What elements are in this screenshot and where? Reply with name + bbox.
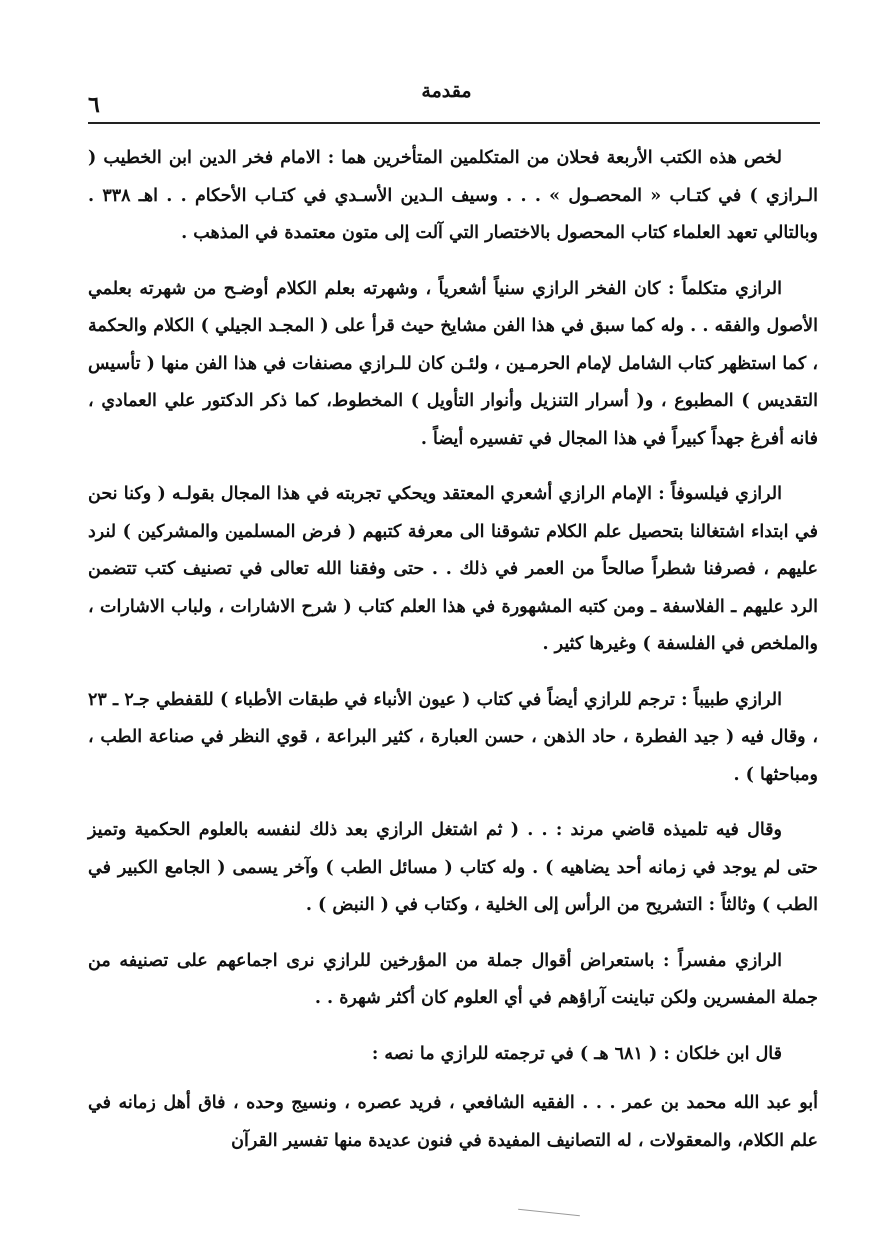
page-number: ٦ [88, 92, 100, 118]
paragraph-razi-physician: الرازي طبيباً : ترجم للرازي أيضاً في كتاب ( عيون الأنباء في طبقات الأطباء ) للقفطي جـ٢ ـ ٢٣ ، وقال فيه ( جيد الفطرة ، حاد الذهن ، حسن العبارة ، كثير البراعة ، قوي النظر في صناعة الطب ، ومباحثها ) . [88, 689, 818, 785]
paragraph-razi-philosopher: الرازي فيلسوفاً : الإمام الرازي أشعري المعتقد ويحكي تجربته في هذا المجال بقولـه ( وكنا نحن في ابتداء اشتغالنا بتحصيل علم الكلام تشوقنا الى معرفة كتبهم ( فرض المسلمين والمشركين ) لنرد عليهم ، فصرفنا شطراً صالحاً من العمر في ذلك . . حتى وفقنا الله تعالى في تصنيف كتب تتضمن الرد عليهم ـ الفلاسفة ـ ومن كتبه المشهورة في هذا العلم كتاب ( شرح الاشارات ، ولباب الاشارات ، والملخص في الفلسفة ) وغيرها كثير . [88, 484, 818, 654]
paragraph-razi-theologian: الرازي متكلماً : كان الفخر الرازي سنياً أشعرياً ، وشهرته بعلم الكلام أوضـح من شهرته بعلمي الأصول والفقه . . وله كما سبق في هذا الفن مشايخ حيث قرأ على ( المجـد الجيلي ) الكلام والحكمة ، كما استظهر كتاب الشامل لإمام الحرمـين ، ولئـن كان للـرازي مصنفات في هذا الفن منها ( تأسيس التقديس ) المطبوع ، و( أسرار التنزيل وأنوار التأويل ) المخطوط، كما ذكر الدكتور علي العمادي ، فانه أفرغ جهداً كبيراً في هذا المجال في تفسيره أيضاً . [88, 278, 818, 449]
page-header-title: مقدمة [421, 80, 472, 102]
scan-smudge [518, 1209, 580, 1216]
paragraph-ibn-khallikan: قال ابن خلكان : ( ٦٨١ هـ ) في ترجمته للرازي ما نصه : [371, 1043, 782, 1064]
paragraph-razi-exegete: الرازي مفسراً : باستعراض أقوال جملة من المؤرخين للرازي نرى اجماعهم على تصنيفه من جملة المفسرين ولكن تباينت آراؤهم في أي العلوم كان أكثر شهرة . . [88, 950, 818, 1008]
header-divider [88, 122, 820, 124]
paragraph-biography-quote: أبو عبد الله محمد بن عمر . . . الفقيه الشافعي ، فريد عصره ، ونسيج وحده ، فاق أهل زمانه في علم الكلام، والمعقولات ، له التصانيف المفيدة في فنون عديدة منها تفسير القرآن [88, 1093, 818, 1151]
paragraph-summary: لخص هذه الكتب الأربعة فحلان من المتكلمين المتأخرين هما : الامام فخر الدين ابن الخطيب ( الـرازي ) في كتـاب « المحصـول » . . . وسيف الـدين الأسـدي في كتـاب الأحكام . . اهـ ٣٣٨ . وبالتالي تعهد العلماء كتاب المحصول بالاختصار التي آلت إلى متون معتمدة في المذهب . [88, 148, 818, 243]
paragraph-student-quote: وقال فيه تلميذه قاضي مرند : . . ( ثم اشتغل الرازي بعد ذلك لنفسه بالعلوم الحكمية وتميز حتى لم يوجد في زمانه أحد يضاهيه ) . وله كتاب ( مسائل الطب ) وآخر يسمى ( الجامع الكبير في الطب ) وثالثاً : التشريح من الرأس إلى الخلية ، وكتاب في ( النبض ) . [88, 820, 818, 915]
body-text [88, 140, 818, 1178]
